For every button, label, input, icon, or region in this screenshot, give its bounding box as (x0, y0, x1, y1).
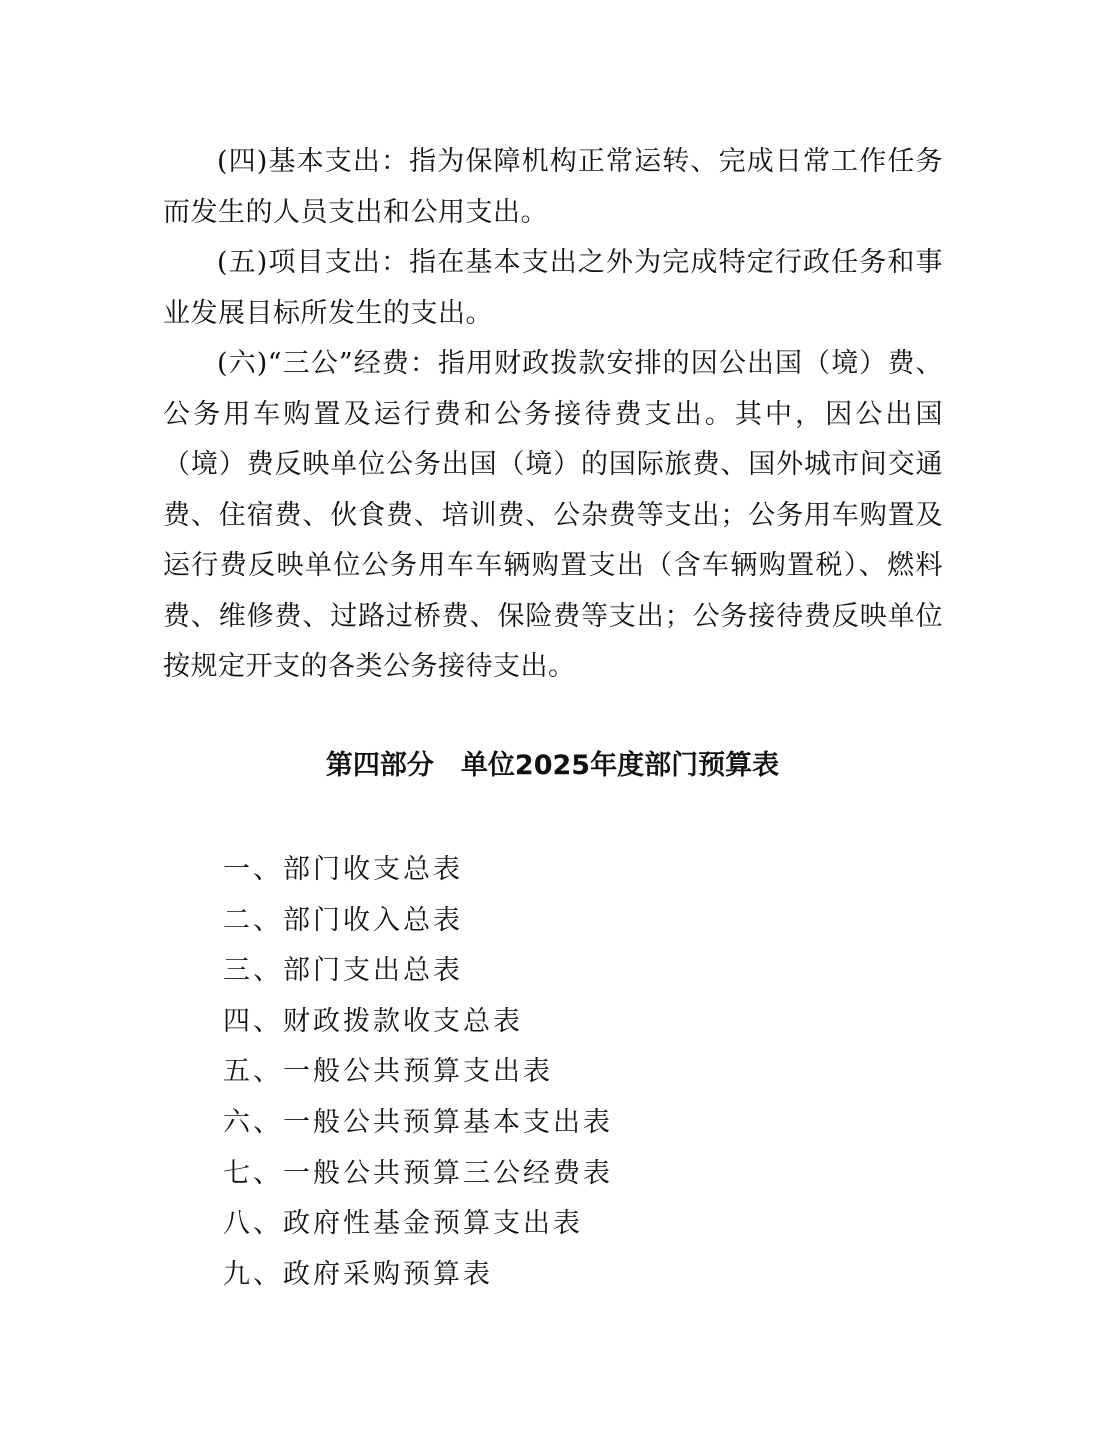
list-item: 五、一般公共预算支出表 (223, 1056, 553, 1088)
list-item: 六、一般公共预算基本支出表 (223, 1106, 613, 1138)
list-item: 八、政府性基金预算支出表 (223, 1208, 583, 1240)
section-title: 第四部分 单位2025年度部门预算表 (325, 750, 780, 781)
list-item: 一、部门收支总表 (223, 854, 463, 885)
paragraph-project-expenditure: (五)项目支出：指在基本支出之外为完成特定行政任务和事业发展目标所发生的支出。 (163, 247, 943, 329)
list-item: 三、部门支出总表 (223, 955, 463, 987)
paragraph-basic-expenditure: (四)基本支出：指为保障机构正常运转、完成日常工作任务而发生的人员支出和公用支出。 (163, 146, 943, 228)
paragraph-three-public-expenses: (六)“三公”经费：指用财政拨款安排的因公出国（境）费、公务用车购置及运行费和公务接待费支出。其中，因公出国（境）费反映单位公务出国（境）的国际旅费、国外城市间交通费、住宿费、伙食费、培训费、公杂费等支出；公务用车购置及运行费反映单位公务用车车辆购置支出（含车辆购置税）、燃料费、维修费、过路过桥费、保险费等支出；公务接待费反映单位按规定开支的各类公务接待支出。 (163, 348, 943, 682)
list-item: 七、一般公共预算三公经费表 (223, 1157, 613, 1189)
list-item: 二、部门收入总表 (223, 904, 463, 936)
budget-table-list (223, 845, 613, 1300)
list-item: 九、政府采购预算表 (223, 1258, 493, 1290)
list-item: 四、财政拨款收支总表 (223, 1005, 523, 1037)
